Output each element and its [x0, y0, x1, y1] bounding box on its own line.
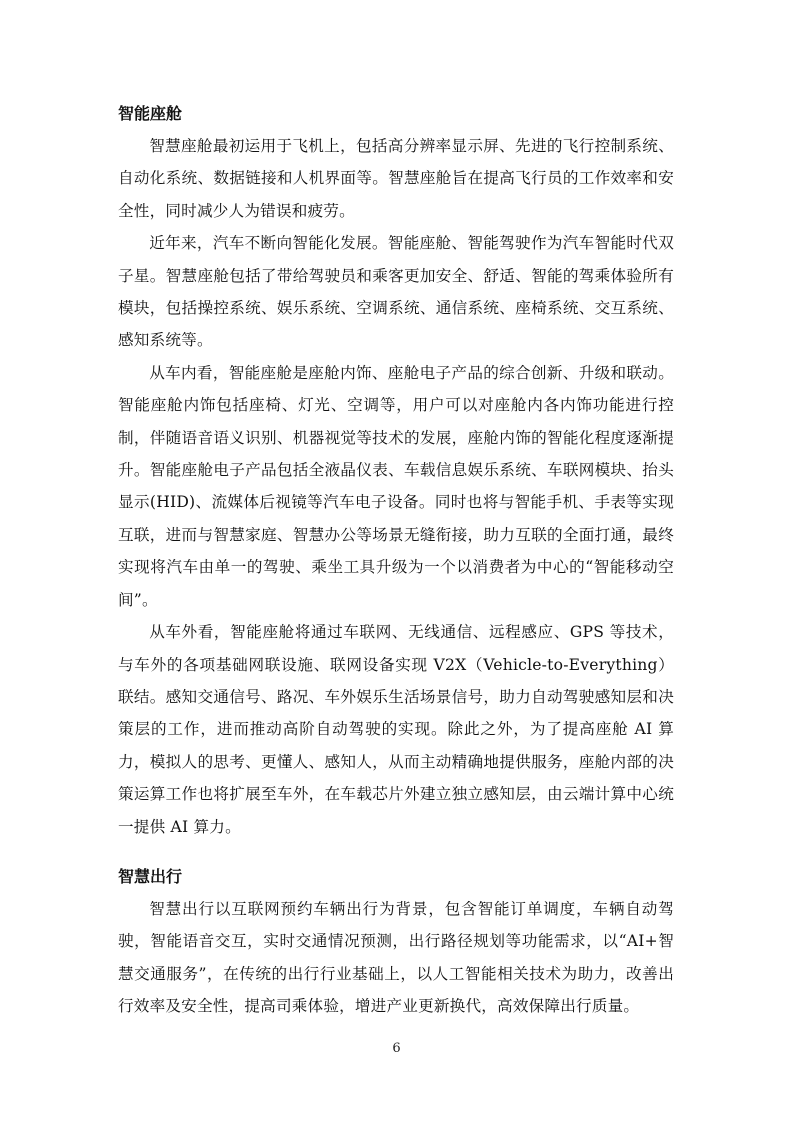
page-content — [118, 100, 674, 1023]
paragraph: 从车内看，智能座舱是座舱内饰、座舱电子产品的综合创新、升级和联动。智能座舱内饰包括座椅、灯光、空调等，用户可以对座舱内各内饰功能进行控制，伴随语音语义识别、机器视觉等技术的发展，座舱内饰的智能化程度逐渐提升。智能座舱电子产品包括全液晶仪表、车载信息娱乐系统、车联网模块、抬头显示(HID)、流媒体后视镜等汽车电子设备。同时也将与智能手机、手表等实现互联，进而与智慧家庭、智慧办公等场景无缝衔接，助力互联的全面打通，最终实现将汽车由单一的驾驶、乘坐工具升级为一个以消费者为中心的“智能移动空间”。 — [118, 363, 674, 609]
page-number: 6 — [392, 1041, 401, 1056]
section-smart-cockpit — [118, 100, 674, 843]
paragraph: 智慧座舱最初运用于飞机上，包括高分辨率显示屏、先进的飞行控制系统、自动化系统、数据链接和人机界面等。智慧座舱旨在提高飞行员的工作效率和安全性，同时减少人为错误和疲劳。 — [118, 137, 674, 220]
paragraph: 近年来，汽车不断向智能化发展。智能座舱、智能驾驶作为汽车智能时代双子星。智慧座舱包括了带给驾驶员和乘客更加安全、舒适、智能的驾乘体验所有模块，包括操控系统、娱乐系统、空调系统、通信系统、座椅系统、交互系统、感知系统等。 — [118, 234, 674, 350]
paragraph: 从车外看，智能座舱将通过车联网、无线通信、远程感应、GPS 等技术，与车外的各项基础网联设施、联网设备实现 V2X（Vehicle-to-Everything）联结。感知交通信号、路况、车外娱乐生活场景信号，助力自动驾驶感知层和决策层的工作，进而推动高阶自动驾驶的实现。除此之外，为了提高座舱 AI 算力，模拟人的思考、更懂人、感知人，从而主动精确地提供服务，座舱内部的决策运算工作也将扩展至车外，在车载芯片外建立独立感知层，由云端计算中心统一提供 AI 算力。 — [118, 623, 674, 836]
section-title: 智能座舱 — [118, 104, 183, 123]
section-smart-mobility — [118, 863, 674, 1023]
paragraph: 智慧出行以互联网预约车辆出行为背景，包含智能订单调度，车辆自动驾驶，智能语音交互，实时交通情况预测，出行路径规划等功能需求，以“AI+智慧交通服务”，在传统的出行行业基础上，以人工智能相关技术为助力，改善出行效率及安全性，提高司乘体验，增进产业更新换代，高效保障出行质量。 — [118, 899, 674, 1016]
section-title: 智慧出行 — [118, 866, 183, 886]
